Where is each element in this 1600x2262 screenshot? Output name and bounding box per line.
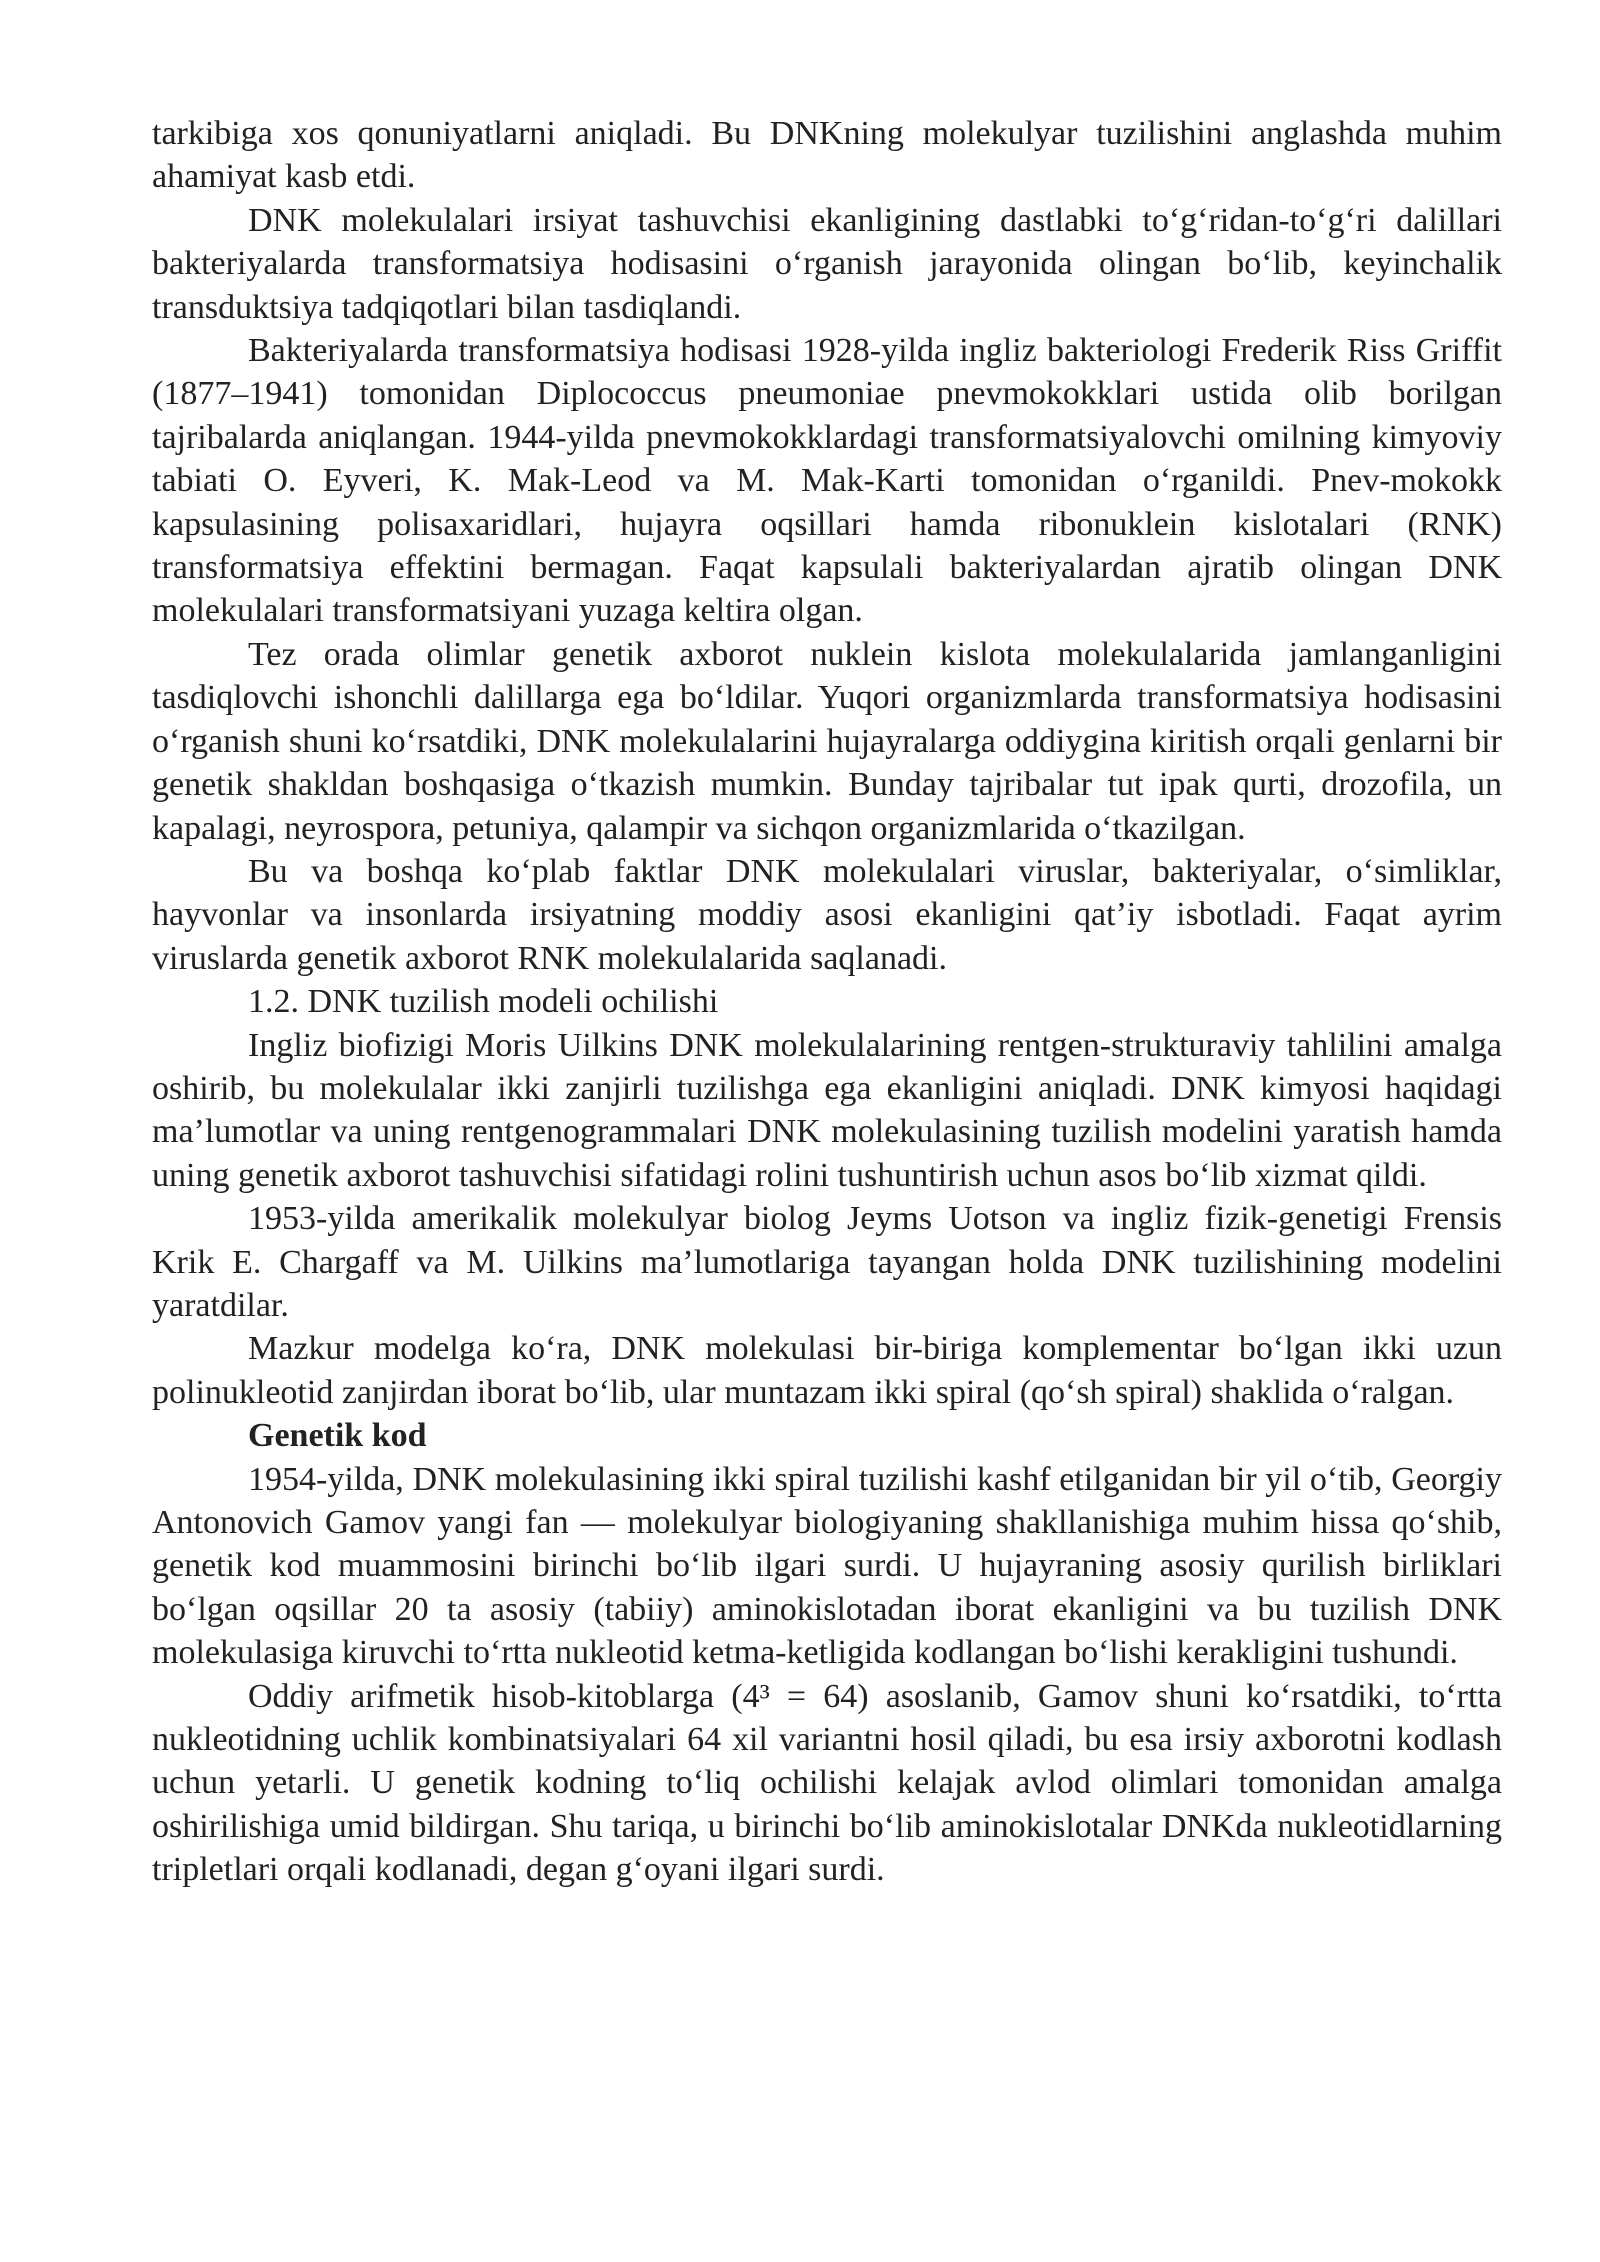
paragraph-transformation: Bakteriyalarda transformatsiya hodisasi 1928-yilda ingliz bakteriologi Frederik Riss Griffit (1877–1941) tomonidan Diplococcus pneumoniae pnevmokokklari ustida olib borilgan tajribalarda aniqlangan. 1944-yilda pnevmokokklardagi transformatsiyalovchi omilning kimyoviy tabiati O. Eyveri, K. Mak-Leod va M. Mak-Karti tomonidan o‘rganildi. Pnev-mokokk kapsulasining polisaxaridlari, hujayra oqsillari hamda ribonuklein kislotalari (RNK) transformatsiya effektini bermagan. Faqat kapsulali bakteriyalardan ajratib olingan DNK molekulalari transformatsiyani yuzaga keltira olgan. — [152, 332, 1502, 630]
paragraph-genetic-information: Tez orada olimlar genetik axborot nuklein kislota molekulalarida jamlanganligini tasdiqlovchi ishonchli dalillarga ega bo‘ldilar. Yuqori organizmlarda transformatsiya hodisasini o‘rganish shuni ko‘rsatdiki, DNK molekulalarini hujayralarga oddiygina kiritish orqali genlarni bir genetik shakldan boshqasiga o‘tkazish mumkin. Bunday tajribalar tut ipak qurti, drozofila, un kapalagi, neyrospora, petuniya, qalampir va sichqon organizmlarida o‘tkazilgan. — [152, 635, 1502, 847]
paragraph-triplets: Oddiy arifmetik hisob-kitoblarga (4³ = 64) asoslanib, Gamov shuni ko‘rsatdiki, to‘rtta nukleotidning uchlik kombinatsiyalari 64 xil variantni hosil qiladi, bu esa irsiy axborotni kodlash uchun yetarli. U genetik kodning to‘liq ochilishi kelajak avlod olimlari tomonidan amalga oshirilishiga umid bildirgan. Shu tariqa, u birinchi bo‘lib aminokislotalar DNKda nukleotidlarning tripletlari orqali kodlanadi, degan g‘oyani ilgari surdi. — [152, 1677, 1502, 1889]
section-heading: 1.2. DNK tuzilish modeli ochilishi — [248, 983, 719, 1021]
document-page — [152, 112, 1502, 1892]
paragraph-dna-evidence: DNK molekulalari irsiyat tashuvchisi ekanligining dastlabki to‘g‘ridan-to‘g‘ri dalillari bakteriyalarda transformatsiya hodisasini o‘rganish jarayonida olingan bo‘lib, keyinchalik transduktsiya tadqiqotlari bilan tasdiqlandi. — [152, 201, 1502, 326]
paragraph-gamov: 1954-yilda, DNK molekulasining ikki spiral tuzilishi kashf etilganidan bir yil o‘tib, Georgiy Antonovich Gamov yangi fan — molekulyar biologiyaning shakllanishiga muhim hissa qo‘shib, genetik kod muammosini birinchi bo‘lib ilgari surdi. U hujayraning asosiy qurilish birliklari bo‘lgan oqsillar 20 ta asosiy (tabiiy) aminokislotadan iborat ekanligini va bu tuzilish DNK molekulasiga kiruvchi to‘rtta nukleotid ketma-ketligida kodlangan bo‘lishi kerakligini tushundi. — [152, 1460, 1502, 1672]
paragraph-continuation: tarkibiga xos qonuniyatlarni aniqladi. Bu DNKning molekulyar tuzilishini anglashda muhim ahamiyat kasb etdi. — [152, 115, 1502, 196]
paragraph-double-helix: Mazkur modelga ko‘ra, DNK molekulasi bir-biriga komplementar bo‘lgan ikki uzun polinukleotid zanjirdan iborat bo‘lib, ular muntazam ikki spiral (qo‘sh spiral) shaklida o‘ralgan. — [152, 1330, 1502, 1411]
paragraph-wilkins: Ingliz biofizigi Moris Uilkins DNK molekulalarining rentgen-strukturaviy tahlilini amalga oshirib, bu molekulalar ikki zanjirli tuzilishga ega ekanligini aniqladi. DNK kimyosi haqidagi ma’lumotlar va uning rentgenogrammalari DNK molekulasining tuzilish modelini yaratish hamda uning genetik axborot tashuvchisi sifatidagi rolini tushuntirish uchun asos bo‘lib xizmat qildi. — [152, 1026, 1502, 1194]
paragraph-heredity-basis: Bu va boshqa ko‘plab faktlar DNK molekulalari viruslar, bakteriyalar, o‘simliklar, hayvonlar va insonlarda irsiyatning moddiy asosi ekanligini qat’iy isbotladi. Faqat ayrim viruslarda genetik axborot RNK molekulalarida saqlanadi. — [152, 852, 1502, 977]
paragraph-watson-crick: 1953-yilda amerikalik molekulyar biolog Jeyms Uotson va ingliz fizik-genetigi Frensis Krik E. Chargaff va M. Uilkins ma’lumotlariga tayangan holda DNK tuzilishining modelini yaratdilar. — [152, 1200, 1502, 1324]
subheading-genetic-code: Genetik kod — [248, 1417, 427, 1455]
